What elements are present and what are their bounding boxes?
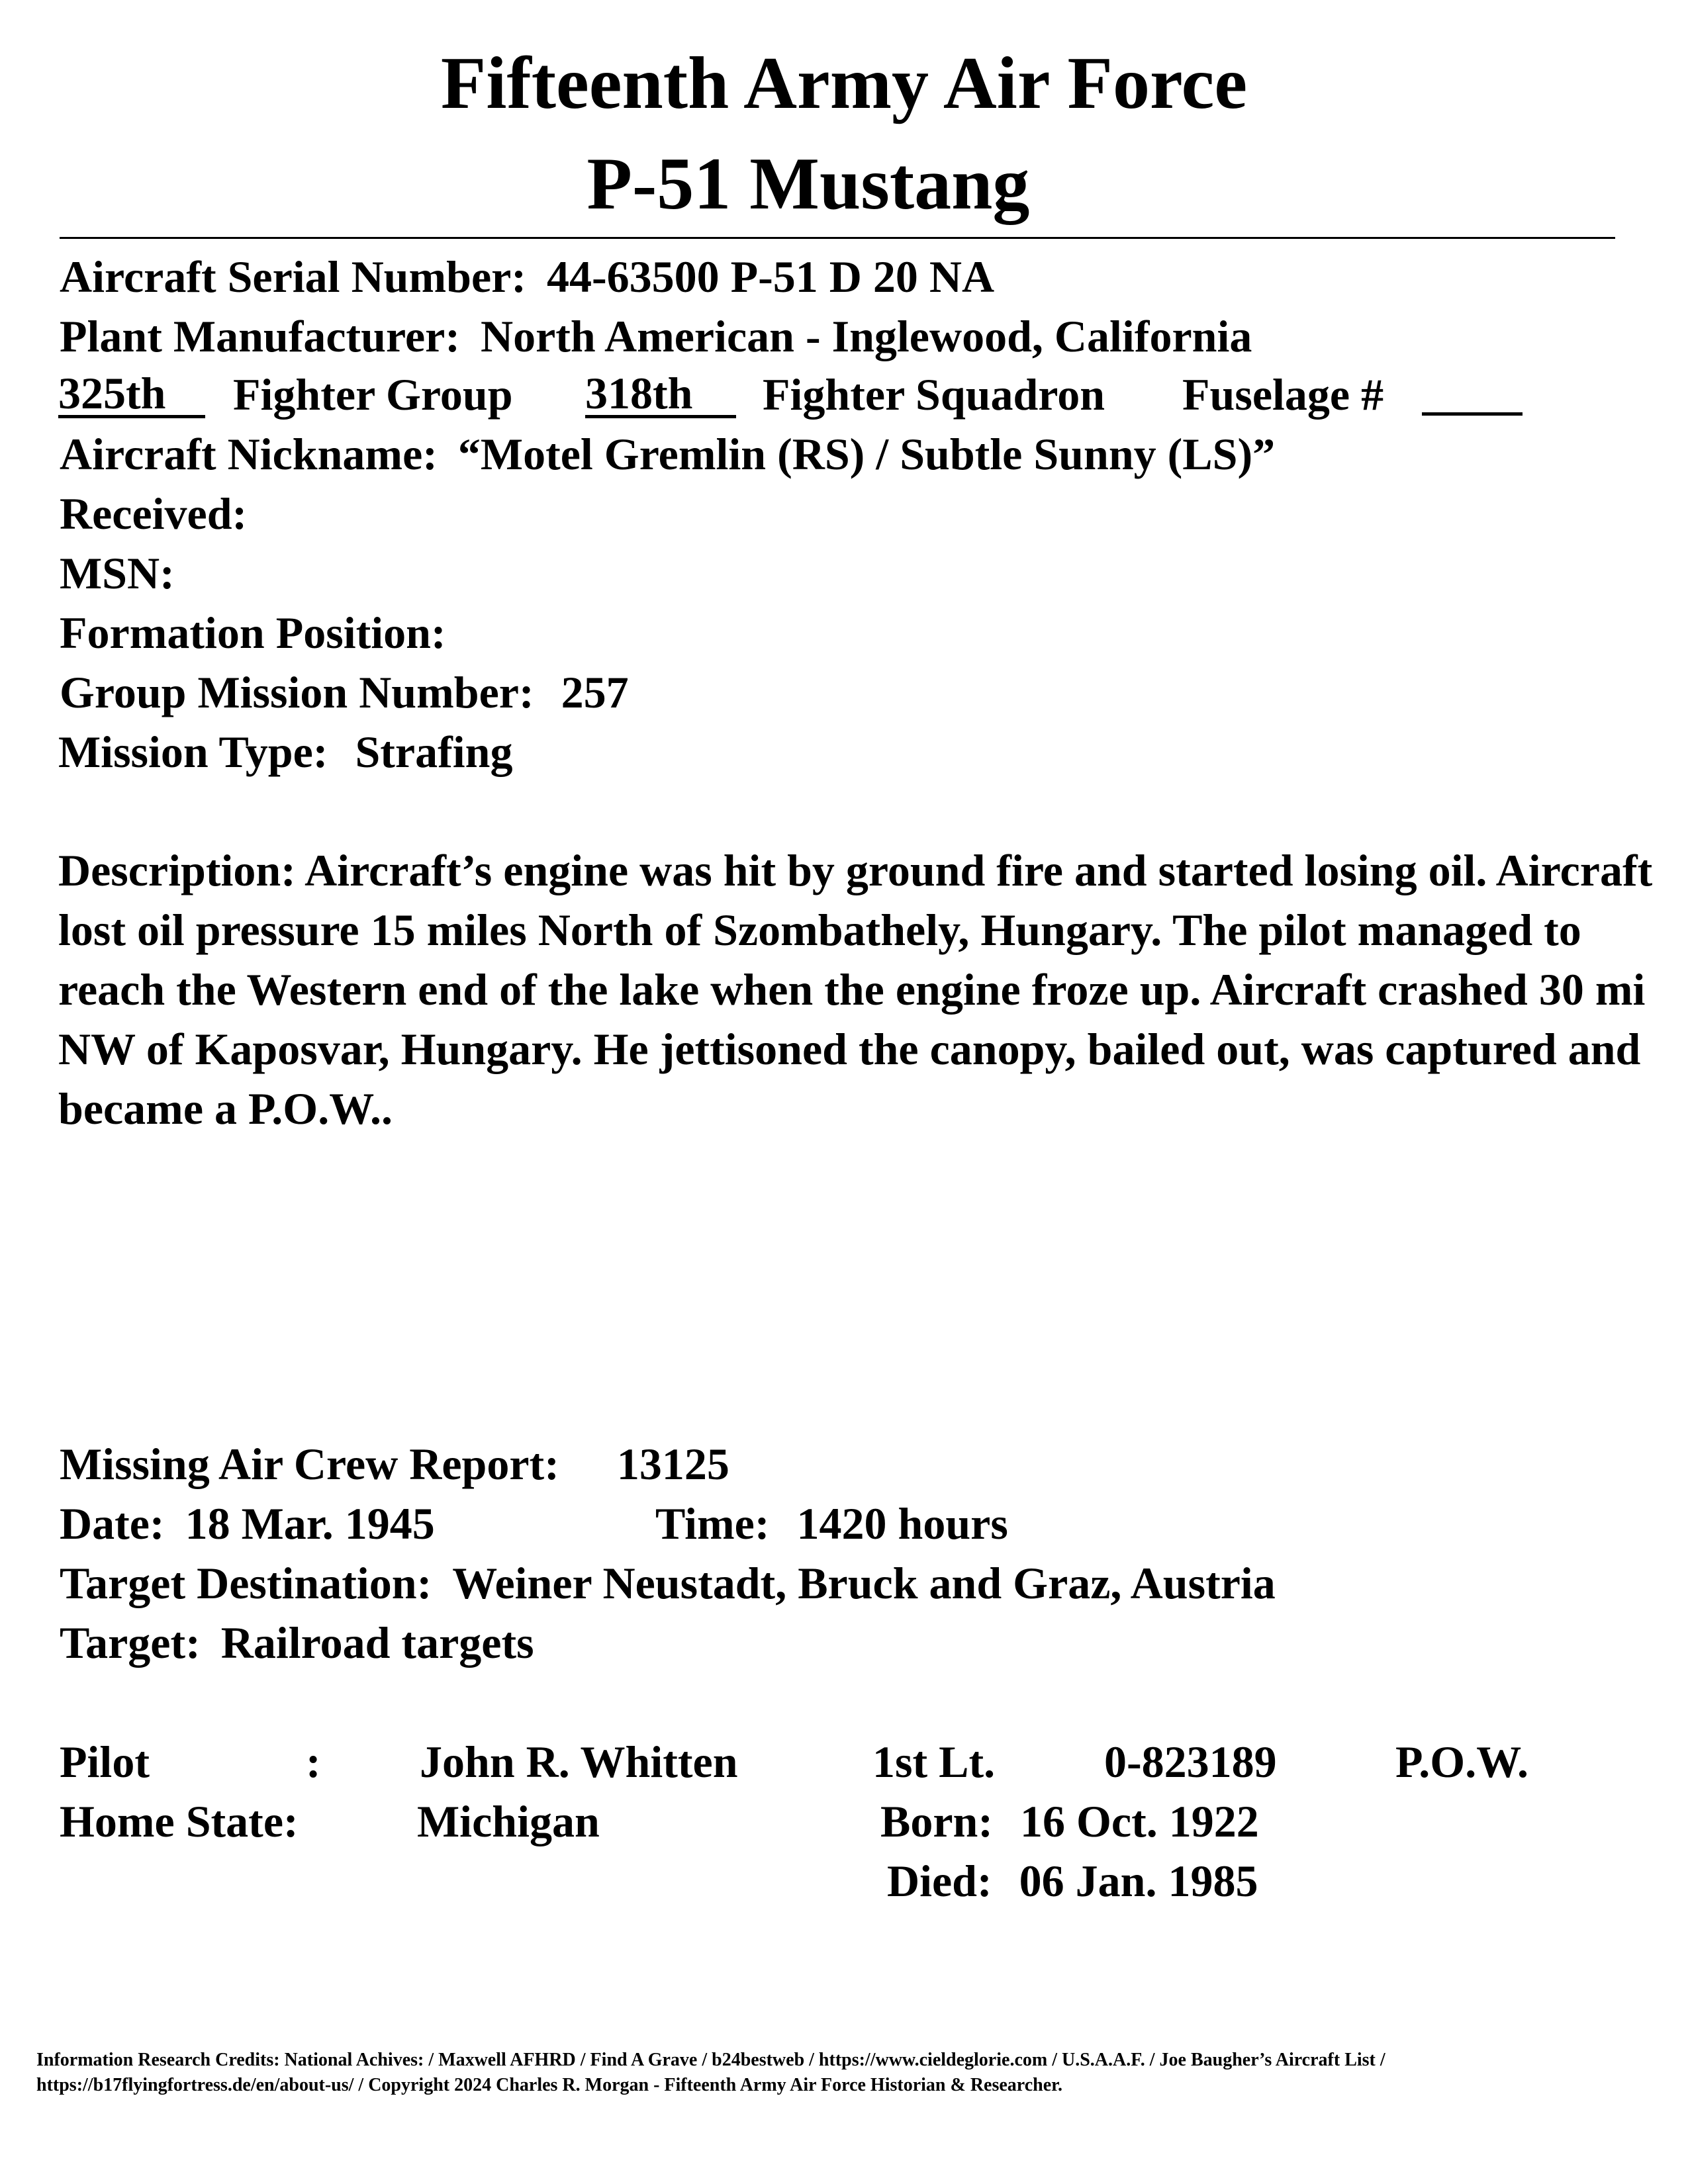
serial-number-row [60,251,995,302]
group-mission-value: 257 [561,667,629,717]
nickname-value: “Motel Gremlin (RS) / Subtle Sunny (LS)” [457,429,1276,479]
nickname-row [60,429,1276,479]
pilot-label: Pilot [60,1737,150,1787]
aircraft-type-title: P-51 Mustang [586,143,1030,225]
pilot-status: P.O.W. [1395,1737,1528,1787]
mission-type-row [58,727,513,777]
home-state-value: Michigan [417,1796,600,1846]
time-value: 1420 hours [796,1498,1008,1549]
received-label: Received: [60,488,248,539]
nickname-label: Aircraft Nickname: [60,429,438,479]
fighter-group-label: Fighter Group [233,369,513,420]
plant-label: Plant Manufacturer: [60,311,460,361]
credits-line-2: https://b17flyingfortress.de/en/about-us/ / Copyright 2024 Charles R. Morgan - Fifteenth Army Air Force Historian & Researcher. [36,2075,1062,2095]
formation-position-label: Formation Position: [60,608,446,658]
died-row [887,1856,1258,1906]
msn-label: MSN: [60,548,175,598]
research-credits [36,2048,1385,2098]
description-text: Description: Aircraft’s engine was hit by ground fire and started losing oil. Aircraft lost oil pressure 15 miles North of Szombathely, Hungary. The pilot managed to reach the Western end of the lake when the engine froze up. Aircraft crashed 30 mi NW of Kaposvar, Hungary. He jettisoned the canopy, bailed out, was captured and became a P.O.W.. [58,845,1653,1134]
mission-type-label: Mission Type: [58,727,328,777]
group-mission-row [60,667,629,717]
destination-value: Weiner Neustadt, Bruck and Graz, Austria [452,1558,1276,1608]
page-title: Fifteenth Army Air Force [440,42,1248,124]
fuselage-blank [1422,412,1523,416]
serial-value: 44-63500 P-51 D 20 NA [546,251,995,302]
born-value: 16 Oct. 1922 [1020,1796,1259,1846]
target-label: Target: [60,1617,201,1668]
serial-label: Aircraft Serial Number: [60,251,526,302]
time-label: Time: [655,1498,770,1549]
fighter-squadron-value: 318th [585,372,736,418]
home-state-label: Home State: [60,1796,299,1846]
mission-type-value: Strafing [355,727,513,777]
born-label: Born: [880,1796,993,1846]
header-divider [60,237,1615,239]
fuselage-label: Fuselage # [1182,369,1384,420]
born-row [880,1796,1259,1846]
target-row [60,1617,534,1668]
plant-value: North American - Inglewood, California [480,311,1252,361]
date-label: Date: [60,1498,165,1549]
macr-label: Missing Air Crew Report: [60,1439,559,1489]
fighter-group-value: 325th [58,372,205,418]
credits-line-1: Information Research Credits: National Achives: / Maxwell AFHRD / Find A Grave / b24bestweb / https://www.cieldeglorie.com / U.S.A.A.F. / Joe Baugher’s Aircraft List / [36,2050,1385,2070]
died-label: Died: [887,1856,992,1906]
fighter-squadron-label: Fighter Squadron [763,369,1105,420]
group-mission-label: Group Mission Number: [60,667,534,717]
destination-row [60,1558,1276,1608]
macr-row [60,1439,729,1489]
target-value: Railroad targets [220,1617,534,1668]
date-row [60,1498,435,1549]
pilot-serial: 0-823189 [1104,1737,1277,1787]
pilot-name: John R. Whitten [420,1737,738,1787]
pilot-colon: : [306,1737,321,1787]
plant-manufacturer-row [60,311,1252,361]
date-value: 18 Mar. 1945 [185,1498,435,1549]
pilot-rank: 1st Lt. [872,1737,996,1787]
died-value: 06 Jan. 1985 [1019,1856,1258,1906]
time-row [655,1498,1008,1549]
macr-value: 13125 [616,1439,729,1489]
destination-label: Target Destination: [60,1558,432,1608]
